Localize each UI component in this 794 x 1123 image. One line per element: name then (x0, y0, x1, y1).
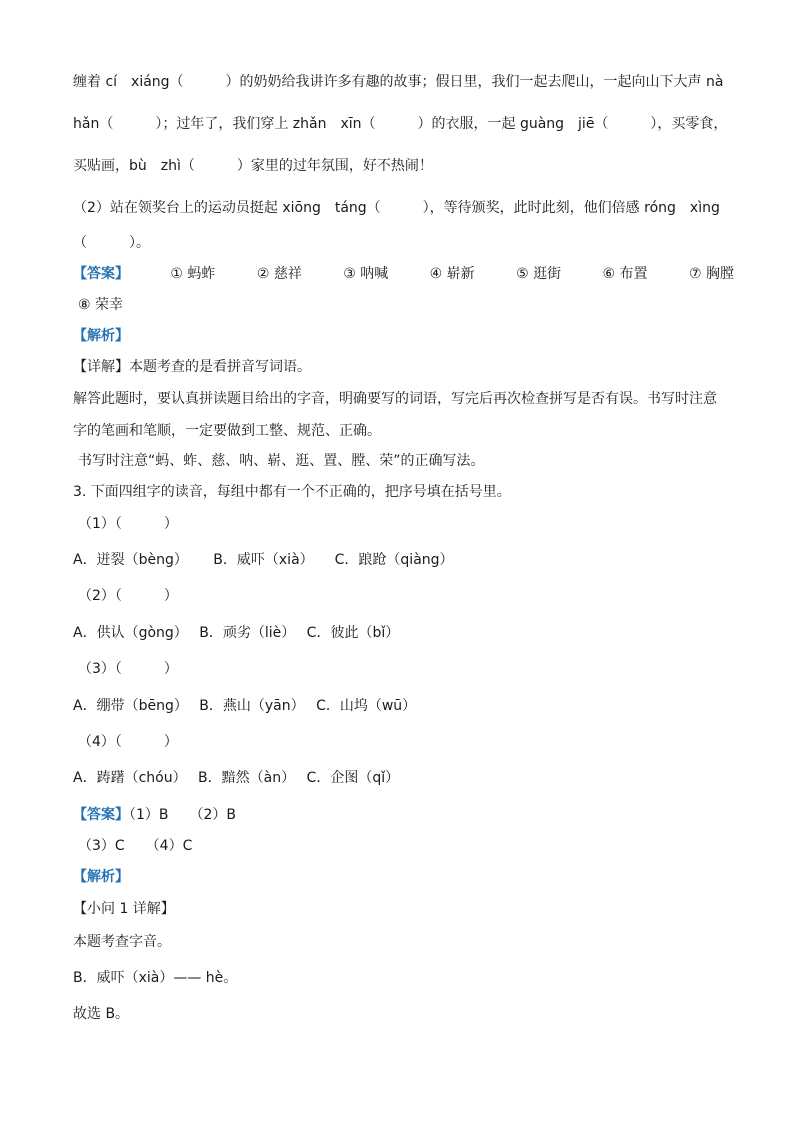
question-sub: （3）（ ） (78, 661, 178, 677)
passage-line-5: （ ）。 (73, 235, 150, 251)
analysis-paragraph: 解答此题时，要认真拼读题目给出的字音，明确要写的词语，写完后再次检查拼写是否有误。书写时注意 (73, 391, 717, 407)
passage-line-2: hǎn（ ）；过年了，我们穿上 zhǎn xīn（ ）的衣服，一起 guàng jiē（ ），买零食， (73, 116, 728, 132)
passage-line-4: （2）站在领奖台上的运动员挺起 xiōng táng（ ），等待颁奖，此时此刻，他们倍感 róng xìng (73, 200, 720, 216)
answer-tag: 【答案】 (73, 807, 129, 823)
analysis-paragraph: 本题考查字音。 (73, 934, 171, 950)
analysis-paragraph: 字的笔画和笔顺，一定要做到工整、规范、正确。 (73, 423, 381, 439)
question-options: A．迸裂（bèng） B．威吓（xià） C．踉跄（qiàng） (73, 552, 454, 568)
answer-text: （3）C （4）C (78, 838, 193, 854)
analysis-tag: 【解析】 (73, 328, 129, 344)
question-options: A．踌躇（chóu） B．黯然（àn） C．企图（qǐ） (73, 770, 400, 786)
answer-row-3 (73, 805, 734, 825)
answer-item: ⑤ 逛街 (516, 266, 562, 282)
question-3-stem: 3. 下面四组字的读音，每组中都有一个不正确的，把序号填在括号里。 (73, 484, 511, 500)
analysis-paragraph: B．威吓（xià）—— hè。 (73, 970, 238, 986)
analysis-subheading: 【小问 1 详解】 (73, 901, 175, 917)
answer-tag: 【答案】 (73, 266, 129, 282)
answer-row-1 (73, 264, 734, 284)
question-options: A．绷带（bēng） B．燕山（yān） C．山坞（wū） (73, 698, 417, 714)
question-sub: （4）（ ） (78, 734, 178, 750)
answer-item: ⑦ 胸膛 (688, 266, 734, 282)
answer-item: ② 慈祥 (256, 266, 302, 282)
answer-item: ③ 呐喊 (343, 266, 389, 282)
answer-item: ⑧ 荣幸 (78, 297, 124, 313)
analysis-detail: 【详解】本题考查的是看拼音写词语。 (73, 359, 311, 375)
analysis-tag: 【解析】 (73, 869, 129, 885)
answer-item: ⑥ 布置 (602, 266, 648, 282)
passage-line-1: 缠着 cí xiáng（ ）的奶奶给我讲许多有趣的故事；假日里，我们一起去爬山，一起向山下大声 nà (73, 74, 724, 90)
answer-text: （1）B （2）B (129, 807, 237, 823)
question-options: A．供认（gòng） B．顽劣（liè） C．彼此（bǐ） (73, 625, 400, 641)
analysis-paragraph: 故选 B。 (73, 1006, 130, 1022)
question-sub: （1）（ ） (78, 516, 178, 532)
answer-item: ④ 崭新 (429, 266, 475, 282)
analysis-paragraph: 书写时注意“蚂、蚱、慈、呐、崭、逛、置、膛、荣”的正确写法。 (78, 453, 485, 469)
passage-line-3: 买贴画，bù zhì（ ）家里的过年氛围，好不热闹！ (73, 158, 433, 174)
question-sub: （2）（ ） (78, 588, 178, 604)
answer-item: ① 蚂蚱 (170, 266, 216, 282)
